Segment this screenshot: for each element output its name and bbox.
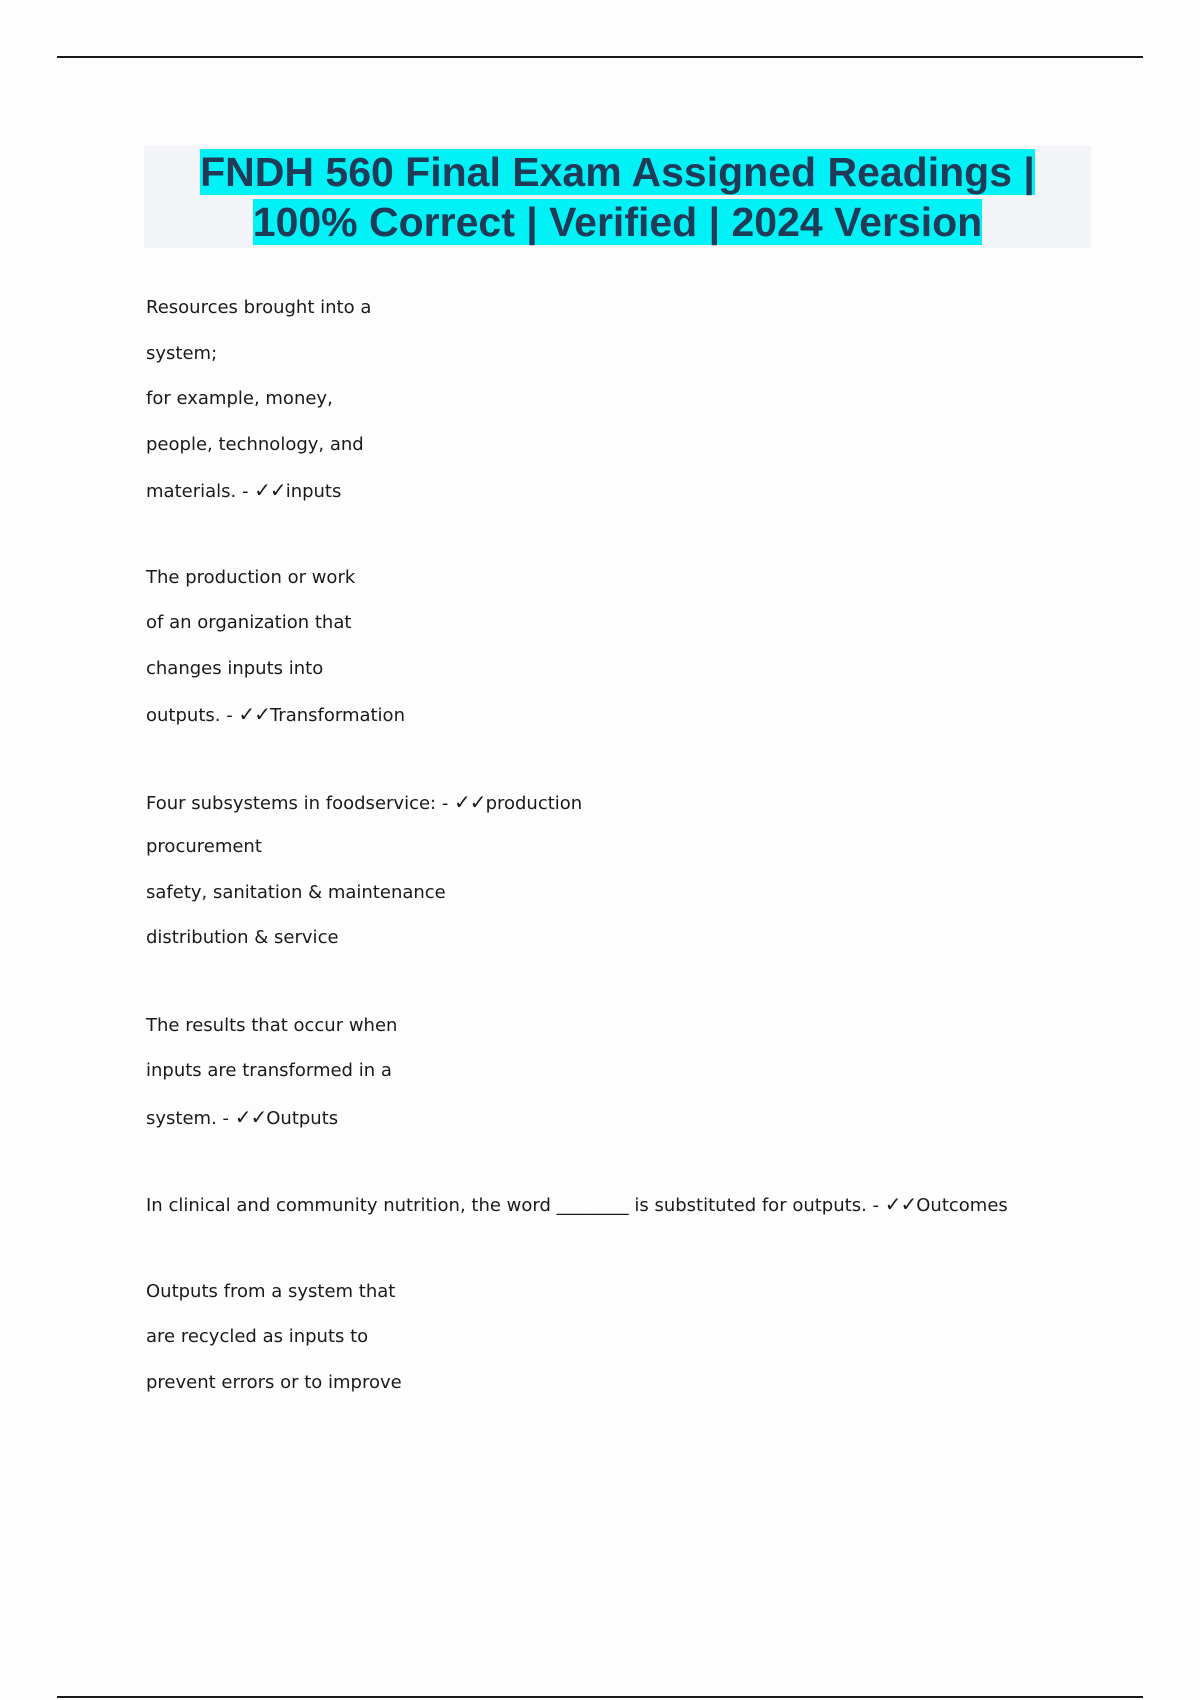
answer-text: Outcomes	[916, 1195, 1008, 1216]
question-text: for example, money,	[146, 388, 333, 409]
question-line	[146, 607, 1106, 653]
question-text: Resources brought into a	[146, 297, 372, 318]
check-icon: ✓✓	[254, 478, 286, 502]
answer-text: Transformation	[269, 705, 405, 726]
qa-item	[146, 1188, 1106, 1234]
question-text: system;	[146, 342, 218, 364]
question-line	[146, 653, 1106, 699]
question-line	[146, 562, 1106, 608]
item-spacer	[146, 1234, 1106, 1276]
item-spacer	[146, 1146, 1106, 1188]
question-text: Outputs from a system that	[146, 1280, 396, 1302]
question-line	[146, 1010, 1106, 1056]
question-line	[146, 1188, 1106, 1234]
answer-text: inputs	[285, 481, 342, 502]
question-text: The results that occur when	[146, 1014, 398, 1036]
question-line	[146, 1367, 1106, 1413]
qa-item	[146, 1010, 1106, 1147]
check-icon: ✓✓	[884, 1192, 917, 1216]
question-line	[146, 429, 1106, 475]
title-banner	[144, 146, 1091, 248]
question-text: of an organization that	[146, 612, 352, 633]
question-line	[146, 1321, 1106, 1367]
question-text: system. -	[146, 1107, 235, 1129]
question-text: Four subsystems in foodservice: -	[146, 792, 455, 814]
question-text: people, technology, and	[146, 433, 364, 455]
question-text: The production or work	[146, 566, 356, 588]
title-line-2: 100% Correct | Verified | 2024 Version	[252, 199, 983, 245]
question-line	[146, 1276, 1106, 1322]
question-text: prevent errors or to improve	[146, 1371, 402, 1393]
qa-item	[146, 562, 1106, 744]
question-text: materials. -	[146, 481, 255, 502]
bottom-rule	[57, 1696, 1143, 1698]
qa-item	[146, 786, 1106, 968]
check-icon: ✓✓	[454, 789, 486, 814]
question-line	[146, 474, 1106, 520]
answer-text: production	[485, 792, 583, 814]
top-rule	[57, 56, 1143, 58]
answer-line: safety, sanitation & maintenance	[146, 881, 446, 903]
question-text: are recycled as inputs to	[146, 1326, 369, 1347]
answer-line: procurement	[146, 836, 262, 857]
qa-list	[146, 292, 1106, 1412]
question-text: In clinical and community nutrition, the word ________ is substituted for outputs. -	[146, 1195, 885, 1216]
question-line	[146, 1055, 1106, 1101]
qa-item	[146, 1276, 1106, 1413]
item-spacer	[146, 520, 1106, 562]
item-spacer	[146, 968, 1106, 1010]
question-line	[146, 1101, 1106, 1147]
question-line	[146, 698, 1106, 744]
answer-line: distribution & service	[146, 927, 339, 948]
question-text: inputs are transformed in a	[146, 1060, 392, 1081]
question-line	[146, 292, 1106, 338]
check-icon: ✓✓	[234, 1104, 267, 1129]
document-title	[200, 147, 1035, 247]
title-line-1: FNDH 560 Final Exam Assigned Readings |	[200, 149, 1035, 195]
question-line	[146, 383, 1106, 429]
question-text: changes inputs into	[146, 657, 324, 679]
question-line	[146, 786, 1106, 832]
check-icon: ✓✓	[238, 702, 270, 726]
question-line	[146, 338, 1106, 384]
qa-item	[146, 292, 1106, 520]
question-text: outputs. -	[146, 705, 239, 726]
item-spacer	[146, 744, 1106, 786]
answer-text: Outputs	[266, 1107, 339, 1129]
